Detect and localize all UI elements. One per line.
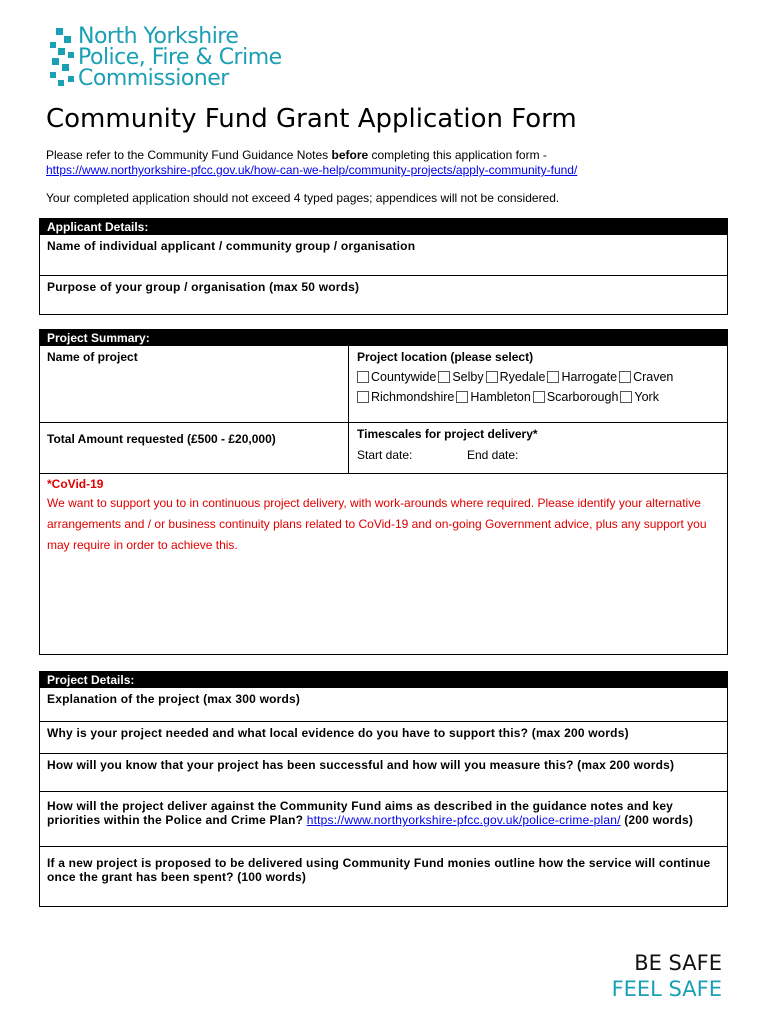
timescales-cell (349, 423, 727, 473)
intro-text-2: completing this application form - (368, 148, 547, 162)
project-summary-header: Project Summary: (40, 330, 727, 346)
location-option-harrogate[interactable] (547, 370, 617, 384)
continuation-label: If a new project is proposed to be delivered using Community Fund monies outline how the service will continue once the grant has been spent? (100 words) (47, 856, 711, 884)
covid-text: We want to support you to in continuous project delivery, with work-arounds where required. Please identify your alternative arrangements and / or business continuity plans related to CoVid-19 and on-going Government advice, plus any support you may require in order to achieve this. (47, 496, 707, 552)
project-name-label: Name of project (47, 350, 138, 364)
location-option-label: Harrogate (561, 370, 618, 384)
checkbox-icon[interactable] (357, 391, 369, 403)
location-option-label: Scarborough (546, 390, 619, 404)
location-option-label: Selby (452, 370, 484, 384)
intro-text-1: Please refer to the Community Fund Guidance Notes (46, 148, 332, 162)
project-name-field[interactable] (40, 346, 349, 422)
location-option-label: Craven (633, 370, 674, 384)
success-measure-field[interactable] (40, 753, 727, 791)
logo-line-1: North Yorkshire (78, 24, 239, 49)
location-option-label: Ryedale (499, 370, 546, 384)
fund-aims-label: How will the project deliver against the Community Fund aims as described in the guidance notes and key priorities within the Police and Crime Plan? (47, 799, 674, 827)
location-option-scarborough[interactable] (533, 390, 619, 404)
project-location-label: Project location (please select) (357, 350, 534, 364)
covid-heading: *CoVid-19 (47, 477, 104, 491)
location-option-selby[interactable] (438, 370, 483, 384)
project-details-header: Project Details: (40, 672, 727, 688)
group-purpose-label: Purpose of your group / organisation (max 50 words) (47, 280, 360, 294)
location-option-ryedale[interactable] (486, 370, 546, 384)
checkbox-icon[interactable] (486, 371, 498, 383)
applicant-name-field[interactable] (40, 235, 727, 275)
be-safe-text: BE SAFE (634, 951, 722, 975)
checkbox-icon[interactable] (533, 391, 545, 403)
location-option-label: Hambleton (470, 390, 531, 404)
group-purpose-field[interactable] (40, 275, 727, 314)
footer-slogan (612, 950, 722, 1002)
checkbox-icon[interactable] (619, 371, 631, 383)
explanation-field[interactable] (40, 688, 727, 721)
logo-line-2: Police, Fire & Crime (78, 45, 282, 70)
intro-text (46, 148, 736, 206)
location-option-label: Richmondshire (371, 390, 455, 404)
start-date-label[interactable]: Start date: (357, 448, 413, 462)
checkbox-icon[interactable] (357, 371, 369, 383)
amount-requested-label: Total Amount requested (£500 - £20,000) (47, 432, 276, 446)
location-option-label: Countywide (371, 370, 437, 384)
logo-line-3: Commissioner (78, 66, 229, 91)
location-option-hambleton[interactable] (456, 390, 530, 404)
checkbox-icon[interactable] (547, 371, 559, 383)
checkbox-icon[interactable] (438, 371, 450, 383)
applicant-details-header: Applicant Details: (40, 219, 727, 235)
project-summary-section (39, 329, 728, 655)
timescales-label: Timescales for project delivery* (357, 427, 538, 441)
location-option-countywide[interactable] (357, 370, 436, 384)
fund-aims-field[interactable] (40, 791, 727, 846)
location-options-row-2 (357, 390, 719, 404)
checkbox-icon[interactable] (620, 391, 632, 403)
need-evidence-field[interactable] (40, 721, 727, 753)
covid-field[interactable] (40, 473, 727, 655)
guidance-link[interactable]: https://www.northyorkshire-pfcc.gov.uk/how-can-we-help/community-projects/apply-community-fund/ (46, 163, 578, 177)
intro-bold: before (331, 148, 369, 162)
amount-requested-field[interactable] (40, 423, 349, 473)
location-option-craven[interactable] (619, 370, 673, 384)
location-option-richmondshire[interactable] (357, 390, 454, 404)
location-option-york[interactable] (620, 390, 659, 404)
location-options-row-1 (357, 370, 719, 384)
applicant-details-section (39, 218, 728, 315)
police-crime-plan-link[interactable]: https://www.northyorkshire-pfcc.gov.uk/police-crime-plan/ (306, 813, 621, 827)
logo-wordmark (78, 26, 282, 89)
explanation-label: Explanation of the project (max 300 words) (47, 692, 301, 706)
location-option-label: York (634, 390, 659, 404)
project-details-section (39, 671, 728, 907)
need-evidence-label: Why is your project needed and what local evidence do you have to support this? (max 200 words) (47, 726, 629, 740)
fund-aims-words: (200 words) (620, 813, 694, 827)
success-measure-label: How will you know that your project has been successful and how will you measure this? (max 200 words) (47, 758, 675, 772)
feel-safe-text: FEEL SAFE (611, 977, 722, 1001)
continuation-field[interactable] (40, 846, 727, 905)
page-title: Community Fund Grant Application Form (46, 104, 577, 134)
checkbox-icon[interactable] (456, 391, 468, 403)
end-date-label[interactable]: End date: (467, 448, 519, 462)
applicant-name-label: Name of individual applicant / community group / organisation (47, 239, 416, 253)
intro-page-limit: Your completed application should not exceed 4 typed pages; appendices will not be considered. (46, 191, 560, 205)
project-location-cell (349, 346, 727, 422)
